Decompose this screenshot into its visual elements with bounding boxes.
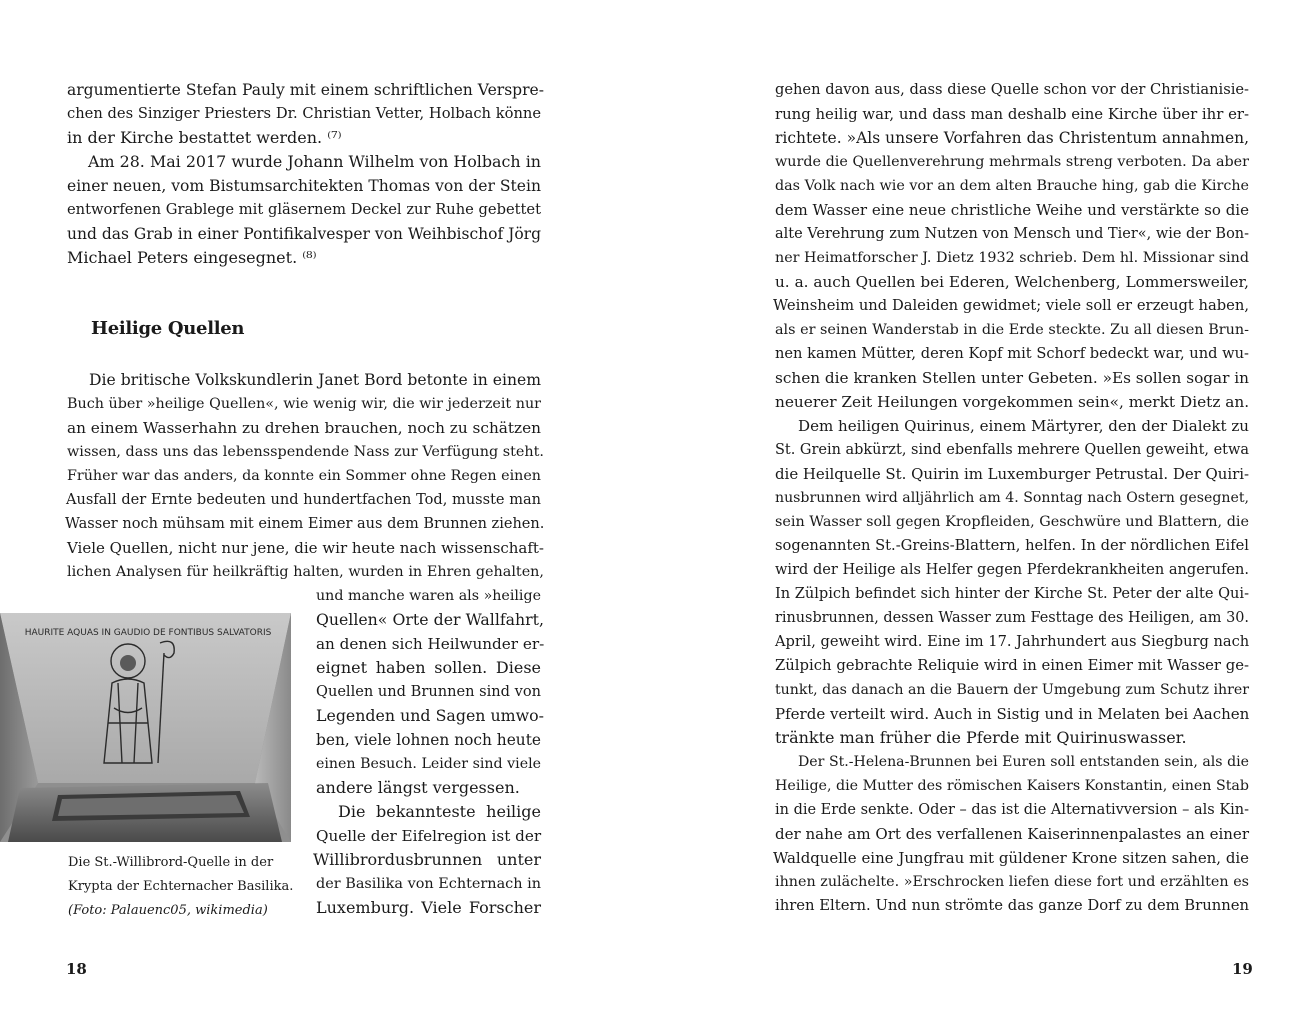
caption-line: Krypta der Echternacher Basilika.: [68, 879, 294, 894]
text-line: ben, viele lohnen noch heute: [316, 731, 541, 749]
text-line: alte Verehrung zum Nutzen von Mensch und Tier«, wie der Bon-: [775, 226, 1249, 242]
page-number: 18: [66, 960, 87, 978]
text-line: nen kamen Mütter, deren Kopf mit Schorf bedeckt war, und wu-: [775, 345, 1249, 362]
text-line: einer neuen, vom Bistumsarchitekten Thomas von der Stein: [67, 177, 541, 195]
text-line: entworfenen Grablege mit gläsernem Deckel zur Ruhe gebettet: [67, 201, 541, 218]
photo-inscription: HAURITE AQUAS IN GAUDIO DE FONTIBUS SALVATORIS: [24, 628, 272, 638]
text-line: an einem Wasserhahn zu drehen brauchen, noch zu schätzen: [67, 419, 541, 437]
text-line: der Basilika von Echternach in: [316, 876, 541, 892]
text-line: Früher war das anders, da konnte ein Sommer ohne Regen einen: [67, 468, 541, 484]
text-line: in die Erde senkte. Oder – das ist die Alternativversion – als Kin-: [775, 802, 1249, 818]
text-line: rinusbrunnen, dessen Wasser zum Festtage des Heiligen, am 30.: [775, 610, 1249, 626]
text-line: ihren Eltern. Und nun strömte das ganze Dorf zu dem Brunnen: [775, 897, 1249, 914]
text-line: der nahe am Ort des verfallenen Kaiserinnenpalastes an einer: [775, 825, 1249, 843]
photo-credit: (Foto: Palauenc05, wikimedia): [68, 903, 268, 918]
text-line: Wasser noch mühsam mit einem Eimer aus dem Brunnen ziehen.: [65, 516, 545, 532]
text-line: und manche waren als »heilige: [316, 588, 541, 604]
text-line: Quellen« Orte der Wallfahrt,: [316, 610, 544, 629]
text-line: Buch über »heilige Quellen«, wie wenig wir, die wir jederzeit nur: [67, 396, 541, 412]
text-line: nusbrunnen wird alljährlich am 4. Sonntag nach Ostern gesegnet,: [775, 490, 1249, 506]
text-line: tunkt, das danach an die Bauern der Umgebung zum Schutz ihrer: [775, 682, 1249, 698]
text-line: Quelle der Eifelregion ist der: [316, 827, 542, 845]
text-line: Luxemburg. Viele Forscher: [316, 898, 541, 917]
text-line: einen Besuch. Leider sind viele: [316, 756, 541, 772]
text-line: wissen, dass uns das lebensspendende Nass zur Verfügung steht.: [67, 444, 544, 460]
text-line: sein Wasser soll gegen Kropfleiden, Geschwüre und Blattern, die: [775, 514, 1249, 530]
text-line: Am 28. Mai 2017 wurde Johann Wilhelm von Holbach in: [88, 152, 541, 171]
text-line: an denen sich Heilwunder er-: [316, 635, 545, 653]
text-line: wird der Heilige als Helfer gegen Pferdekrankheiten angerufen.: [775, 562, 1249, 578]
text-line: Legenden und Sagen umwo-: [316, 706, 544, 725]
text-line: dem Wasser eine neue christliche Weihe und verstärkte so die: [775, 201, 1249, 219]
willibrord-spring-photo: [0, 613, 291, 842]
text-line: April, geweiht wird. Eine im 17. Jahrhundert aus Siegburg nach: [775, 633, 1250, 650]
text-line: Der St.-Helena-Brunnen bei Euren soll entstanden sein, als die: [798, 754, 1249, 770]
photo-illustration: [0, 613, 291, 842]
text-line: Quellen und Brunnen sind von: [316, 683, 541, 700]
text-line: eignet haben sollen. Diese: [316, 658, 541, 677]
text-line: Die britische Volkskundlerin Janet Bord betonte in einem: [89, 371, 541, 389]
text-line: Heilige, die Mutter des römischen Kaisers Konstantin, einen Stab: [775, 778, 1249, 794]
text-line: Willibrordusbrunnen unter: [313, 850, 541, 869]
text-line: tränkte man früher die Pferde mit Quirinuswasser.: [775, 728, 1187, 747]
section-heading: Heilige Quellen: [91, 318, 245, 339]
text-line: das Volk nach wie vor an dem alten Brauche hing, gab die Kirche: [775, 178, 1249, 194]
text-line: wurde die Quellenverehrung mehrmals streng verboten. Da aber: [775, 154, 1249, 170]
text-line: in der Kirche bestattet werden. ⁽⁷⁾: [67, 128, 342, 147]
text-line: Die bekannteste heilige: [338, 802, 541, 821]
text-line: schen die kranken Stellen unter Gebeten. »Es sollen sogar in: [775, 369, 1249, 387]
text-line: Zülpich gebrachte Reliquie wird in einen Eimer mit Wasser ge-: [775, 657, 1249, 674]
text-line: andere längst vergessen.: [316, 778, 520, 797]
text-line: u. a. auch Quellen bei Ederen, Welchenberg, Lommersweiler,: [775, 273, 1249, 291]
text-line: In Zülpich befindet sich hinter der Kirche St. Peter der alte Qui-: [775, 585, 1249, 602]
text-line: Dem heiligen Quirinus, einem Märtyrer, den der Dialekt zu: [798, 417, 1249, 435]
text-line: St. Grein abkürzt, sind ebenfalls mehrere Quellen geweiht, etwa: [775, 442, 1249, 458]
text-line: Pferde verteilt wird. Auch in Sistig und in Melaten bei Aachen: [775, 705, 1250, 723]
text-line: Ausfall der Ernte bedeuten und hundertfachen Tod, musste man: [66, 492, 541, 508]
text-line: rung heilig war, und dass man deshalb eine Kirche über ihr er-: [775, 105, 1249, 123]
text-line: chen des Sinziger Priesters Dr. Christian Vetter, Holbach könne: [67, 105, 541, 122]
text-line: ner Heimatforscher J. Dietz 1932 schrieb. Dem hl. Missionar sind: [775, 250, 1249, 266]
text-line: lichen Analysen für heilkräftig halten, wurden in Ehren gehalten,: [67, 564, 544, 580]
text-line: Michael Peters eingesegnet. ⁽⁸⁾: [67, 248, 317, 267]
text-line: Weinsheim und Daleiden gewidmet; viele soll er erzeugt haben,: [773, 297, 1249, 314]
text-line: Waldquelle eine Jungfrau mit güldener Krone sitzen sahen, die: [773, 849, 1249, 867]
right-page: [658, 0, 1316, 1023]
text-line: neuerer Zeit Heilungen vorgekommen sein«, merkt Dietz an.: [775, 393, 1250, 411]
text-line: richtete. »Als unsere Vorfahren das Christentum annahmen,: [775, 129, 1249, 147]
text-line: die Heilquelle St. Quirin im Luxemburger Petrustal. Der Quiri-: [775, 465, 1250, 483]
text-line: ihnen zulächelte. »Erschrocken liefen diese fort und erzählten es: [775, 874, 1249, 890]
text-line: gehen davon aus, dass diese Quelle schon vor der Christianisie-: [775, 81, 1249, 98]
text-line: Viele Quellen, nicht nur jene, die wir heute nach wissenschaft-: [67, 539, 544, 557]
text-line: sogenannten St.-Greins-Blattern, helfen. In der nördlichen Eifel: [775, 537, 1249, 554]
text-line: und das Grab in einer Pontifikalvesper von Weihbischof Jörg: [67, 225, 541, 243]
text-line: argumentierte Stefan Pauly mit einem schriftlichen Verspre-: [67, 81, 544, 99]
caption-line: Die St.-Willibrord-Quelle in der: [68, 855, 274, 870]
page-number: 19: [1232, 960, 1253, 978]
text-line: als er seinen Wanderstab in die Erde steckte. Zu all diesen Brun-: [775, 322, 1249, 338]
